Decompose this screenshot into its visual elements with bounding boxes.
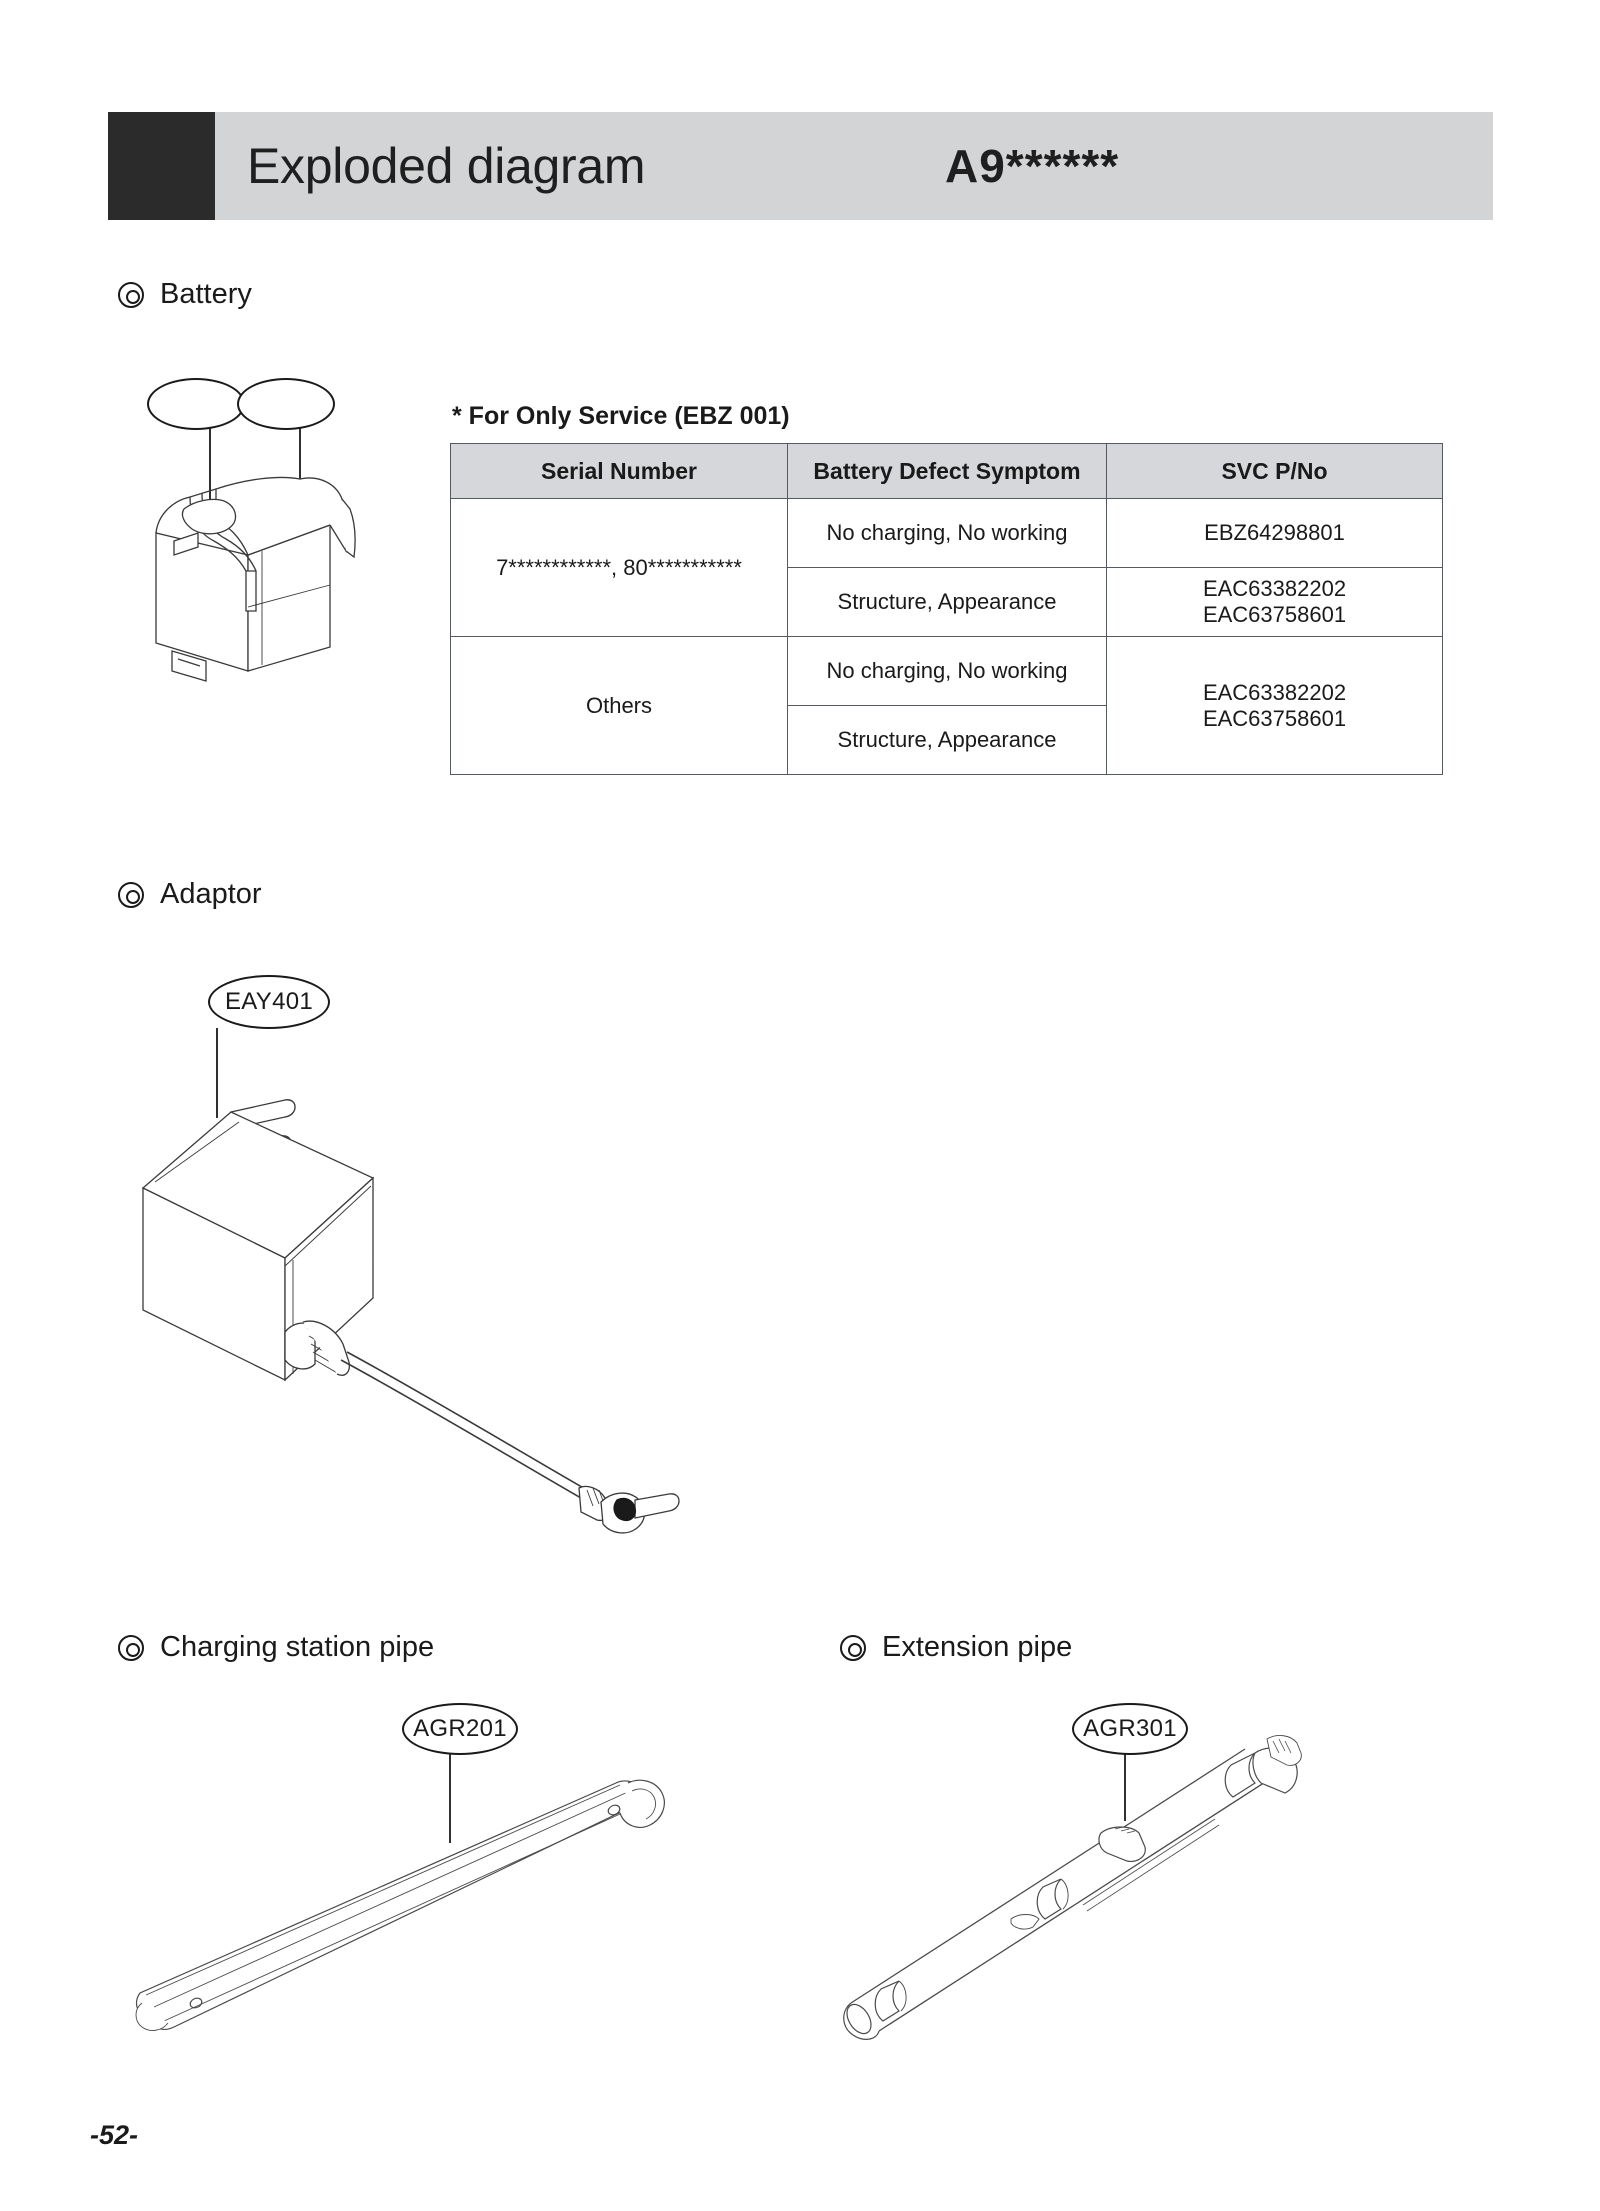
section-label-charging-station-pipe: Charging station pipe (160, 1631, 435, 1663)
column-header-serial-number: Serial Number (451, 444, 788, 499)
cell-serial-number: Others (451, 637, 788, 775)
model-number: A9****** (945, 140, 1120, 192)
cell-svc-pno (1107, 568, 1443, 637)
table-row (451, 499, 1443, 568)
cell-defect-symptom: Structure, Appearance (788, 568, 1107, 637)
extension-pipe-illustration (815, 1735, 1335, 2045)
callout-adaptor-label: EAY401 (224, 988, 314, 1015)
part-number: EAC63382202 (1202, 679, 1347, 705)
callout-charging-station-pipe (402, 1703, 518, 1755)
header-accent-block (108, 112, 215, 220)
double-circle-icon (118, 282, 144, 308)
column-header-defect-symptom: Battery Defect Symptom (788, 444, 1107, 499)
battery-service-table (450, 443, 1443, 775)
cell-defect-symptom: Structure, Appearance (788, 706, 1107, 775)
charging-station-pipe-illustration (120, 1755, 680, 2045)
double-circle-icon (118, 882, 144, 908)
callout-extension-pipe-label: AGR301 (1083, 1715, 1177, 1742)
cell-serial-number: 7************, 80*********** (451, 499, 788, 637)
cell-svc-pno (1107, 499, 1443, 568)
page-header (108, 112, 1493, 220)
section-label-battery: Battery (160, 278, 252, 310)
callout-adaptor (208, 975, 330, 1029)
double-circle-icon (840, 1635, 866, 1661)
cell-defect-symptom: No charging, No working (788, 499, 1107, 568)
double-circle-icon (118, 1635, 144, 1661)
part-number: EAC63758601 (1202, 705, 1347, 731)
table-row (451, 637, 1443, 706)
table-header-row (451, 444, 1443, 499)
part-number: EAC63758601 (1202, 602, 1347, 627)
callout-extension-pipe (1072, 1703, 1188, 1755)
section-heading-adaptor (118, 878, 262, 911)
section-label-adaptor: Adaptor (160, 878, 262, 910)
section-label-extension-pipe: Extension pipe (882, 1631, 1073, 1663)
part-number: EAC63382202 (1202, 576, 1347, 602)
section-heading-battery (118, 278, 252, 311)
cell-svc-pno (1107, 637, 1443, 775)
section-heading-charging-station-pipe (118, 1631, 434, 1664)
part-number: EBZ64298801 (1204, 520, 1345, 546)
column-header-svc-pno: SVC P/No (1107, 444, 1443, 499)
page-number: -52- (90, 2120, 139, 2150)
callout-battery-right (237, 378, 335, 430)
cell-defect-symptom: No charging, No working (788, 637, 1107, 706)
adaptor-illustration (135, 1060, 775, 1500)
battery-table-note: * For Only Service (EBZ 001) (452, 402, 790, 430)
callout-battery-left (147, 378, 245, 430)
callout-charging-station-pipe-label: AGR201 (413, 1715, 507, 1742)
page-title: Exploded diagram (247, 138, 646, 194)
section-heading-extension-pipe (840, 1631, 1072, 1664)
header-bar (215, 112, 1493, 220)
